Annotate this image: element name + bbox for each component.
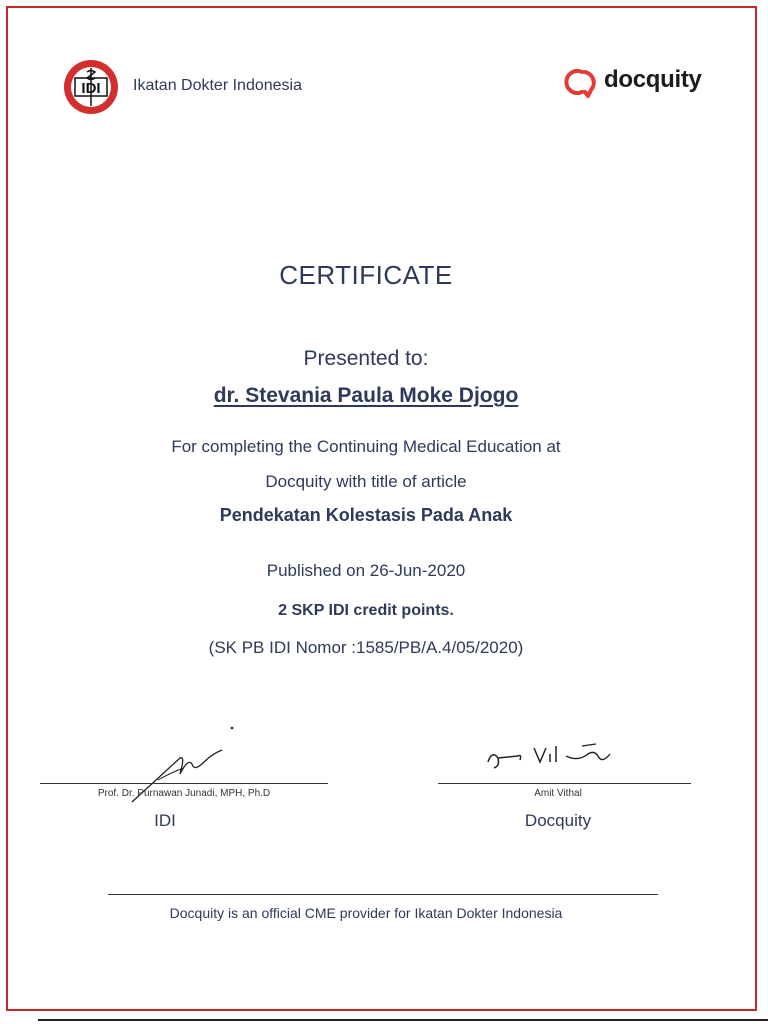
docquity-logo-icon [566,66,600,100]
page-bottom-rule [38,1019,768,1021]
right-signatory-org: Docquity [524,811,592,830]
footer-text: Docquity is an official CME provider for Ikatan Dokter Indonesia [169,905,563,921]
idi-logo-icon [62,58,120,116]
credit-points: 2 SKP IDI credit points. [278,602,454,619]
left-signature-line [40,783,328,784]
left-signatory-org: IDI [154,811,176,830]
article-title: Pendekatan Kolestasis Pada Anak [219,505,513,525]
idi-logo-text: IDI [81,80,101,97]
idi-name: Ikatan Dokter Indonesia [133,77,302,94]
sk-number: (SK PB IDI Nomor :1585/PB/A.4/05/2020) [208,638,524,657]
description-line-1: For completing the Continuing Medical Education at [171,437,561,456]
right-signature-line [438,783,691,784]
recipient-name: dr. Stevania Paula Moke Djogo [213,384,519,407]
docquity-wordmark: docquity [604,66,702,93]
presented-to-label: Presented to: [303,347,429,370]
right-signature-icon [486,740,616,774]
description-line-2: Docquity with title of article [265,472,467,491]
published-date: Published on 26-Jun-2020 [266,561,466,580]
certificate-title: CERTIFICATE [279,260,453,290]
right-signatory-name: Amit Vithal [534,788,582,799]
footer-divider [108,894,658,895]
left-signatory-name: Prof. Dr. Purnawan Junadi, MPH, Ph.D [97,788,271,799]
